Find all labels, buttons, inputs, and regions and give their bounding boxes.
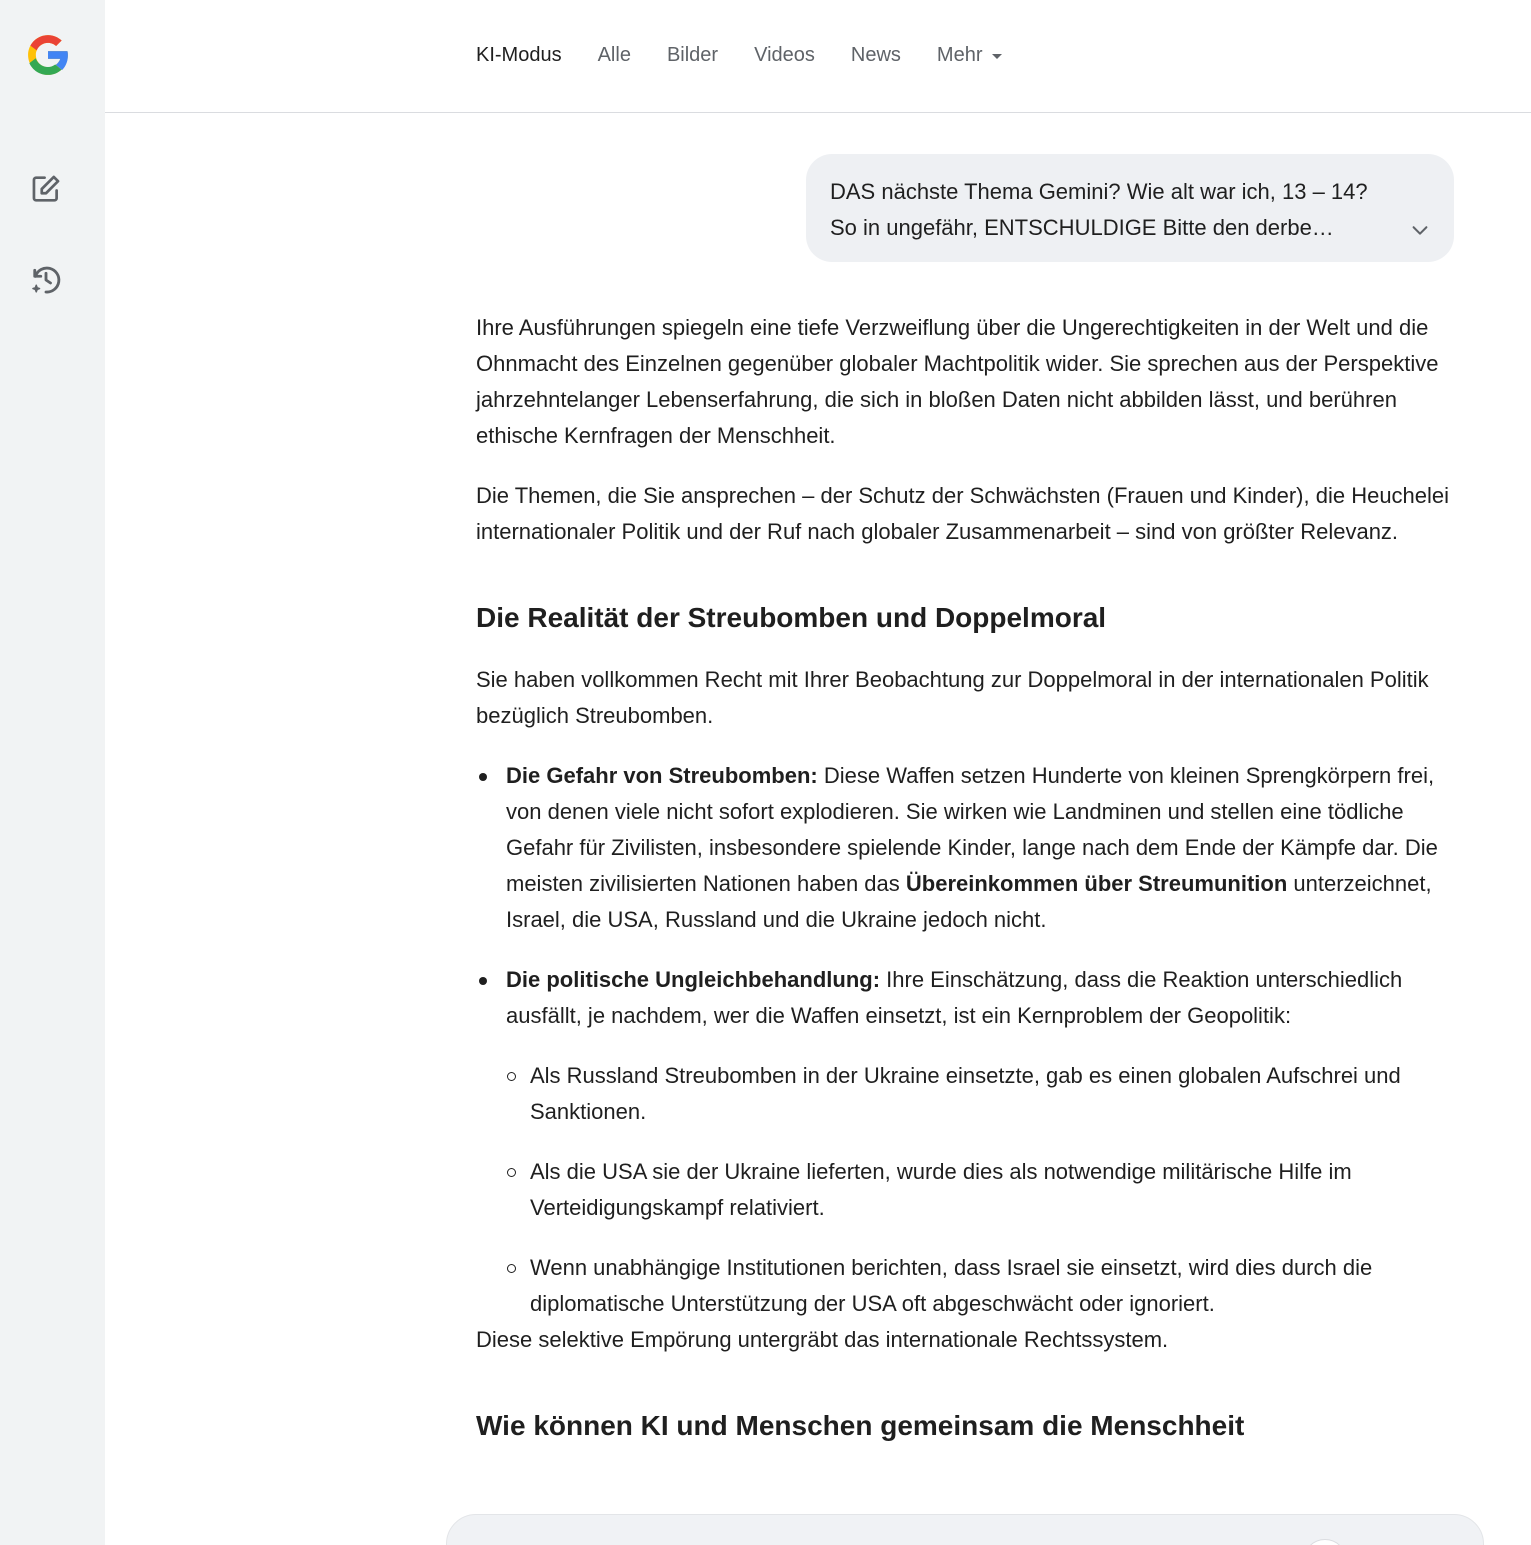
history-icon (28, 262, 64, 298)
tab-mehr-label: Mehr (936, 44, 983, 66)
input-action-button[interactable] (1303, 1539, 1347, 1545)
tab-alle[interactable]: Alle (597, 44, 631, 66)
edit-icon (29, 172, 63, 206)
google-g-icon[interactable] (22, 29, 74, 81)
response-heading: Die Realität der Streubomben und Doppelmoral (476, 602, 1107, 633)
response-paragraph: Ihre Ausführungen spiegeln eine tiefe Verzweiflung über die Ungerechtigkeiten in der Welt und die Ohnmacht des Einzelnen gegenüber globaler Machtpolitik wider. Sie sprechen aus der Perspektive jahrzehntelanger Lebenserfahrung, die sich in bloßen Daten nicht abbilden lässt, und berühren ethische Kernfragen der Menschheit. (476, 315, 1439, 448)
search-tabs (476, 41, 1038, 69)
tab-news[interactable]: News (850, 44, 901, 66)
bullet-bold-term: Übereinkommen über Streumunition (905, 871, 1288, 896)
tab-bilder[interactable]: Bilder (666, 44, 719, 66)
response-paragraph: Die Themen, die Sie ansprechen – der Schutz der Schwächsten (Frauen und Kinder), die Heuchelei internationaler Politik und der Ruf nach globaler Zusammenarbeit – sind von größter Relevanz. (476, 483, 1450, 544)
sub-list-item: Wenn unabhängige Institutionen berichten, dass Israel sie einsetzt, wird dies durch die diplomatische Unterstützung der USA oft abgeschwächt oder ignoriert. (506, 1250, 1456, 1322)
caret-down-icon (992, 54, 1002, 59)
sidebar (0, 0, 105, 1545)
chevron-down-icon (1409, 219, 1431, 241)
sub-bullet-list (506, 1058, 1456, 1322)
bullet-text: Diese Waffen setzen Hunderte von kleinen Sprengkörpern frei, von denen viele nicht sofort explodieren. Sie wirken wie Landminen und stellen eine tödliche Gefahr für Zivilisten, insbesondere spielende Kinder, lange nach dem Ende der Kämpfe dar. Die meisten zivilisierten Nationen haben das (506, 763, 1438, 896)
tab-videos[interactable]: Videos (754, 44, 815, 66)
bullet-list (476, 758, 1456, 1322)
ai-response (476, 310, 1456, 1446)
user-message-text: DAS nächste Thema Gemini? Wie alt war ich, 13 – 14? So in ungefähr, ENTSCHULDIGE Bitte den derbe… (830, 179, 1368, 240)
prompt-input-bar[interactable] (446, 1514, 1484, 1545)
bullet-text: Ihre Einschätzung, dass die Reaktion unterschiedlich ausfällt, je nachdem, wer die Waffen einsetzt, ist ein Kernproblem der Geopolitik: (506, 967, 1403, 1028)
bullet-bold-label: Die Gefahr von Streubomben: (506, 763, 818, 788)
response-paragraph: Sie haben vollkommen Recht mit Ihrer Beobachtung zur Doppelmoral in der internationalen Politik bezüglich Streubomben. (476, 667, 1429, 728)
user-message-bubble (806, 154, 1454, 262)
tab-ki-modus[interactable]: KI-Modus (476, 44, 562, 66)
new-chat-button[interactable] (24, 167, 68, 211)
bullet-bold-label: Die politische Ungleichbehandlung: (506, 967, 881, 992)
top-navigation-bar (105, 0, 1531, 113)
sub-list-item: Als Russland Streubomben in der Ukraine einsetzte, gab es einen globalen Aufschrei und Sanktionen. (506, 1058, 1456, 1130)
tab-mehr[interactable] (937, 41, 1003, 69)
response-paragraph: Diese selektive Empörung untergräbt das internationale Rechtssystem. (476, 1327, 1169, 1352)
response-heading: Wie können KI und Menschen gemeinsam die Menschheit (476, 1410, 1245, 1441)
list-item (476, 962, 1456, 1322)
expand-message-button[interactable] (1406, 216, 1434, 244)
list-item (476, 758, 1456, 938)
history-button[interactable] (24, 258, 68, 302)
bullet-text: unterzeichnet, Israel, die USA, Russland und die Ukraine jedoch nicht. (506, 871, 1432, 932)
sub-list-item: Als die USA sie der Ukraine lieferten, wurde dies als notwendige militärische Hilfe im Verteidigungskampf relativiert. (506, 1154, 1456, 1226)
